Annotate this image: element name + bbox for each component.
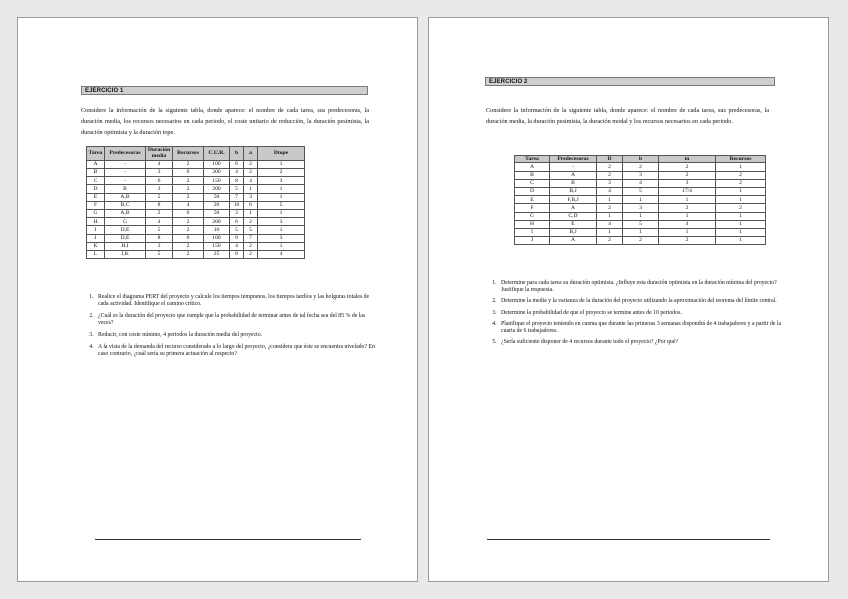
table-cell: E: [515, 196, 550, 204]
table-cell: 6: [146, 177, 173, 185]
table-cell: E: [550, 220, 597, 228]
table-cell: 200: [204, 218, 230, 226]
table-cell: 9: [230, 234, 244, 242]
question-item: 4. A la vista de la demanda del recurso considerado a lo largo del proyecto, ¿considera que éste se encuentra nivelado? En caso contrario, ¿cuál sería su primera actuación al respecto?: [95, 344, 378, 358]
table-cell: 1: [716, 212, 766, 220]
table-cell: A,B: [105, 209, 146, 217]
table-cell: B: [87, 169, 105, 177]
table-cell: 2: [716, 179, 766, 187]
table-cell: 10: [230, 201, 244, 209]
table-cell: 5: [230, 185, 244, 193]
table-cell: B,J: [550, 228, 597, 236]
table-row: [87, 177, 305, 185]
table-cell: 1: [597, 196, 623, 204]
table-cell: 3: [244, 193, 258, 201]
table-cell: 5: [146, 193, 173, 201]
table-cell: 1: [716, 237, 766, 245]
table-cell: 2: [173, 177, 204, 185]
table-cell: 3: [623, 204, 659, 212]
table-cell: 6: [230, 160, 244, 168]
table-cell: G: [87, 209, 105, 217]
table-cell: 1: [258, 226, 305, 234]
exercise-2-intro: Considere la información de la siguiente tabla, donde aparece: el nombre de cada tarea, sus predecesoras, la duración media, la duración pesimista, la duración modal y los recursos necesarios en cada periodo.: [486, 107, 769, 125]
table-cell: J: [87, 234, 105, 242]
table-cell: 2: [659, 237, 716, 245]
table-cell: A: [550, 204, 597, 212]
table-cell: 200: [204, 185, 230, 193]
table-cell: A: [87, 160, 105, 168]
table-header-cell: C.U.R.: [204, 147, 230, 161]
table-cell: I: [87, 226, 105, 234]
table-cell: 2: [659, 171, 716, 179]
table-cell: 4: [146, 160, 173, 168]
table-cell: 1: [623, 228, 659, 236]
table-row: [515, 163, 766, 171]
table-cell: 10: [204, 226, 230, 234]
table-cell: 2: [258, 169, 305, 177]
question-item: 4. Planifique el proyecto teniendo en cuenta que durante las primeras 3 semanas dispondrá de 4 trabajadores y a partir de la cuarta de 6 trabajadores.: [498, 321, 786, 335]
table-cell: 50: [204, 209, 230, 217]
table-cell: 4: [230, 169, 244, 177]
table-row: [87, 209, 305, 217]
table-cell: 7: [244, 234, 258, 242]
table-cell: 1: [716, 187, 766, 195]
table-cell: B,C: [105, 201, 146, 209]
table-cell: 2: [244, 160, 258, 168]
table-row: [515, 237, 766, 245]
table-cell: 4: [258, 250, 305, 258]
table-cell: 8: [146, 234, 173, 242]
table-cell: 0: [173, 169, 204, 177]
table-cell: -: [105, 160, 146, 168]
table-cell: 3: [597, 179, 623, 187]
table-cell: 7: [230, 193, 244, 201]
table-cell: 4: [597, 220, 623, 228]
table-cell: D,E: [105, 234, 146, 242]
table-row: [87, 226, 305, 234]
question-item: 3. Reducir, con coste mínimo, 4 periodos la duración media del proyecto.: [95, 332, 378, 339]
table-header-row: [87, 147, 305, 161]
table-cell: 1: [244, 209, 258, 217]
table-cell: 2: [173, 242, 204, 250]
table-cell: 1: [258, 185, 305, 193]
table-header-cell: Predecesoras: [105, 147, 146, 161]
table-cell: 2: [173, 226, 204, 234]
table-cell: F: [515, 204, 550, 212]
table-cell: 2: [173, 250, 204, 258]
exercise-2-title: EJERCICIO 2: [485, 77, 775, 86]
table-row: [515, 228, 766, 236]
table-cell: H,I: [105, 242, 146, 250]
table-cell: 5: [230, 226, 244, 234]
table-cell: 1: [258, 193, 305, 201]
table-cell: 100: [204, 234, 230, 242]
table-cell: 1: [597, 228, 623, 236]
table-cell: 1: [258, 209, 305, 217]
table-cell: 3: [146, 169, 173, 177]
table-cell: 1: [623, 212, 659, 220]
exercise-1-table: [86, 146, 305, 259]
table-header-cell: b: [623, 156, 659, 163]
footer-rule: [487, 539, 770, 540]
table-header-cell: b: [230, 147, 244, 161]
table-cell: 3: [146, 185, 173, 193]
table-cell: 1: [244, 185, 258, 193]
table-cell: A: [550, 171, 597, 179]
table-cell: 5: [146, 250, 173, 258]
table-row: [515, 196, 766, 204]
document-page-2: [428, 17, 829, 582]
table-cell: 2: [173, 185, 204, 193]
exercise-1-intro: Considere la información de la siguiente tabla, donde aparece: el nombre de cada tarea, sus predecesoras, la duración media, los recursos necesarios en cada periodo, el coste unitario de reducción, la duración pesimista, la duración optimista y la duración tope.: [81, 107, 369, 136]
table-cell: 1: [716, 220, 766, 228]
table-cell: 1: [258, 242, 305, 250]
table-cell: 4: [659, 220, 716, 228]
table-cell: 4: [146, 218, 173, 226]
table-cell: 4: [173, 201, 204, 209]
table-cell: 2: [659, 204, 716, 212]
table-cell: 150: [204, 177, 230, 185]
table-header-cell: Recursos: [173, 147, 204, 161]
table-header-cell: Tarea: [87, 147, 105, 161]
table-cell: 6: [244, 201, 258, 209]
table-cell: 2: [244, 169, 258, 177]
table-cell: 6: [230, 218, 244, 226]
exercise-2-table: [514, 155, 766, 245]
table-row: [87, 193, 305, 201]
table-cell: 4: [597, 187, 623, 195]
table-cell: 100: [204, 160, 230, 168]
table-cell: 1: [716, 196, 766, 204]
table-cell: 2: [597, 171, 623, 179]
table-cell: 2: [173, 160, 204, 168]
table-row: [515, 171, 766, 179]
table-cell: B: [515, 171, 550, 179]
exercise-1-title: EJERCICIO 1: [81, 86, 368, 95]
table-cell: 2: [146, 209, 173, 217]
table-cell: 8: [146, 201, 173, 209]
table-row: [515, 212, 766, 220]
table-cell: D: [87, 185, 105, 193]
table-cell: 0: [173, 234, 204, 242]
table-cell: G: [105, 218, 146, 226]
table-cell: 150: [204, 242, 230, 250]
table-cell: 5: [146, 226, 173, 234]
table-cell: F: [87, 201, 105, 209]
table-cell: L: [87, 250, 105, 258]
table-cell: 2: [244, 242, 258, 250]
table-cell: E: [87, 193, 105, 201]
table-cell: I: [515, 228, 550, 236]
table-cell: 5: [244, 226, 258, 234]
table-cell: 3: [258, 177, 305, 185]
table-cell: 2: [716, 204, 766, 212]
table-cell: 2: [244, 218, 258, 226]
table-cell: J: [515, 237, 550, 245]
table-cell: F,B,J: [550, 196, 597, 204]
question-item: 1. Determine para cada tarea su duración optimista. ¿Influye esta duración optimista en la duración mínima del proyecto? Justifique la respuesta.: [498, 280, 786, 294]
table-cell: 2: [173, 193, 204, 201]
table-cell: 1: [659, 228, 716, 236]
table-cell: 50: [204, 193, 230, 201]
table-cell: 1: [659, 196, 716, 204]
question-item: 5. ¿Sería suficiente disponer de 4 recursos durante todo el proyecto? ¿Por qué?: [498, 339, 786, 346]
table-header-cell: D: [597, 156, 623, 163]
table-cell: 0: [173, 209, 204, 217]
table-cell: 1: [716, 163, 766, 171]
table-cell: 2: [173, 218, 204, 226]
table-cell: 5: [258, 201, 305, 209]
question-item: 2. ¿Cuál es la duración del proyecto que cumple que la probabilidad de terminar antes de tal fecha sea del 85 % de las veces?: [95, 313, 378, 327]
table-cell: 8: [230, 250, 244, 258]
table-cell: J,K: [105, 250, 146, 258]
table-cell: 1: [623, 196, 659, 204]
table-cell: A: [515, 163, 550, 171]
table-cell: 3: [230, 209, 244, 217]
table-cell: D,E: [105, 226, 146, 234]
table-cell: 5: [623, 220, 659, 228]
table-cell: A,B: [105, 193, 146, 201]
table-cell: 5: [623, 187, 659, 195]
table-cell: B: [550, 179, 597, 187]
table-cell: 300: [204, 169, 230, 177]
table-cell: 1: [659, 212, 716, 220]
table-row: [87, 234, 305, 242]
table-row: [87, 218, 305, 226]
table-cell: C,D: [550, 212, 597, 220]
table-cell: 2: [659, 163, 716, 171]
table-cell: 2: [244, 250, 258, 258]
table-cell: 3: [623, 171, 659, 179]
table-cell: 3: [659, 179, 716, 187]
table-header-cell: Predecesoras: [550, 156, 597, 163]
table-cell: 2: [623, 237, 659, 245]
table-row: [87, 169, 305, 177]
table-cell: 2: [597, 237, 623, 245]
exercise-1-questions: [81, 294, 378, 362]
table-cell: D: [515, 187, 550, 195]
table-cell: 2: [623, 163, 659, 171]
table-cell: 2: [597, 204, 623, 212]
table-header-cell: a: [244, 147, 258, 161]
table-cell: 1: [258, 160, 305, 168]
table-cell: 3: [258, 234, 305, 242]
table-cell: 4: [623, 179, 659, 187]
table-row: [515, 220, 766, 228]
table-cell: H: [87, 218, 105, 226]
table-row: [87, 250, 305, 258]
table-header-cell: m: [659, 156, 716, 163]
table-cell: 2: [716, 171, 766, 179]
document-page-1: [17, 17, 418, 582]
table-cell: G: [515, 212, 550, 220]
table-row: [515, 179, 766, 187]
table-cell: 1: [716, 228, 766, 236]
table-cell: -: [105, 177, 146, 185]
table-cell: -: [550, 163, 597, 171]
table-header-cell: Duración media: [146, 147, 173, 161]
table-header-cell: Tarea: [515, 156, 550, 163]
question-item: 3. Determine la probabilidad de que el proyecto se termine antes de 10 periodos.: [498, 310, 786, 317]
table-cell: B,J: [550, 187, 597, 195]
table-row: [515, 187, 766, 195]
table-cell: C: [515, 179, 550, 187]
question-item: 2. Determine la media y la varianza de la duración del proyecto utilizando la aproximación del teorema del límite central.: [498, 298, 786, 305]
table-cell: B: [105, 185, 146, 193]
table-row: [87, 242, 305, 250]
table-row: [515, 204, 766, 212]
table-cell: 17/4: [659, 187, 716, 195]
table-row: [87, 201, 305, 209]
table-cell: 4: [230, 242, 244, 250]
table-header-row: [515, 156, 766, 163]
table-header-cell: Dtope: [258, 147, 305, 161]
question-item: 1. Realice el diagrama PERT del proyecto y calcule los tiempos tempranos, los tiempos tardíos y las holguras totales de cada actividad. Identifique el camino crítico.: [95, 294, 378, 308]
table-cell: 20: [204, 201, 230, 209]
table-cell: A: [550, 237, 597, 245]
table-cell: 8: [230, 177, 244, 185]
table-cell: 3: [146, 242, 173, 250]
exercise-2-questions: [484, 280, 786, 350]
table-cell: K: [87, 242, 105, 250]
footer-rule: [95, 539, 361, 540]
table-cell: 2: [597, 163, 623, 171]
table-cell: H: [515, 220, 550, 228]
table-cell: C: [87, 177, 105, 185]
table-header-cell: Recursos: [716, 156, 766, 163]
table-cell: 1: [597, 212, 623, 220]
table-row: [87, 160, 305, 168]
table-cell: 3: [258, 218, 305, 226]
table-cell: 4: [244, 177, 258, 185]
table-cell: 25: [204, 250, 230, 258]
table-cell: -: [105, 169, 146, 177]
table-row: [87, 185, 305, 193]
